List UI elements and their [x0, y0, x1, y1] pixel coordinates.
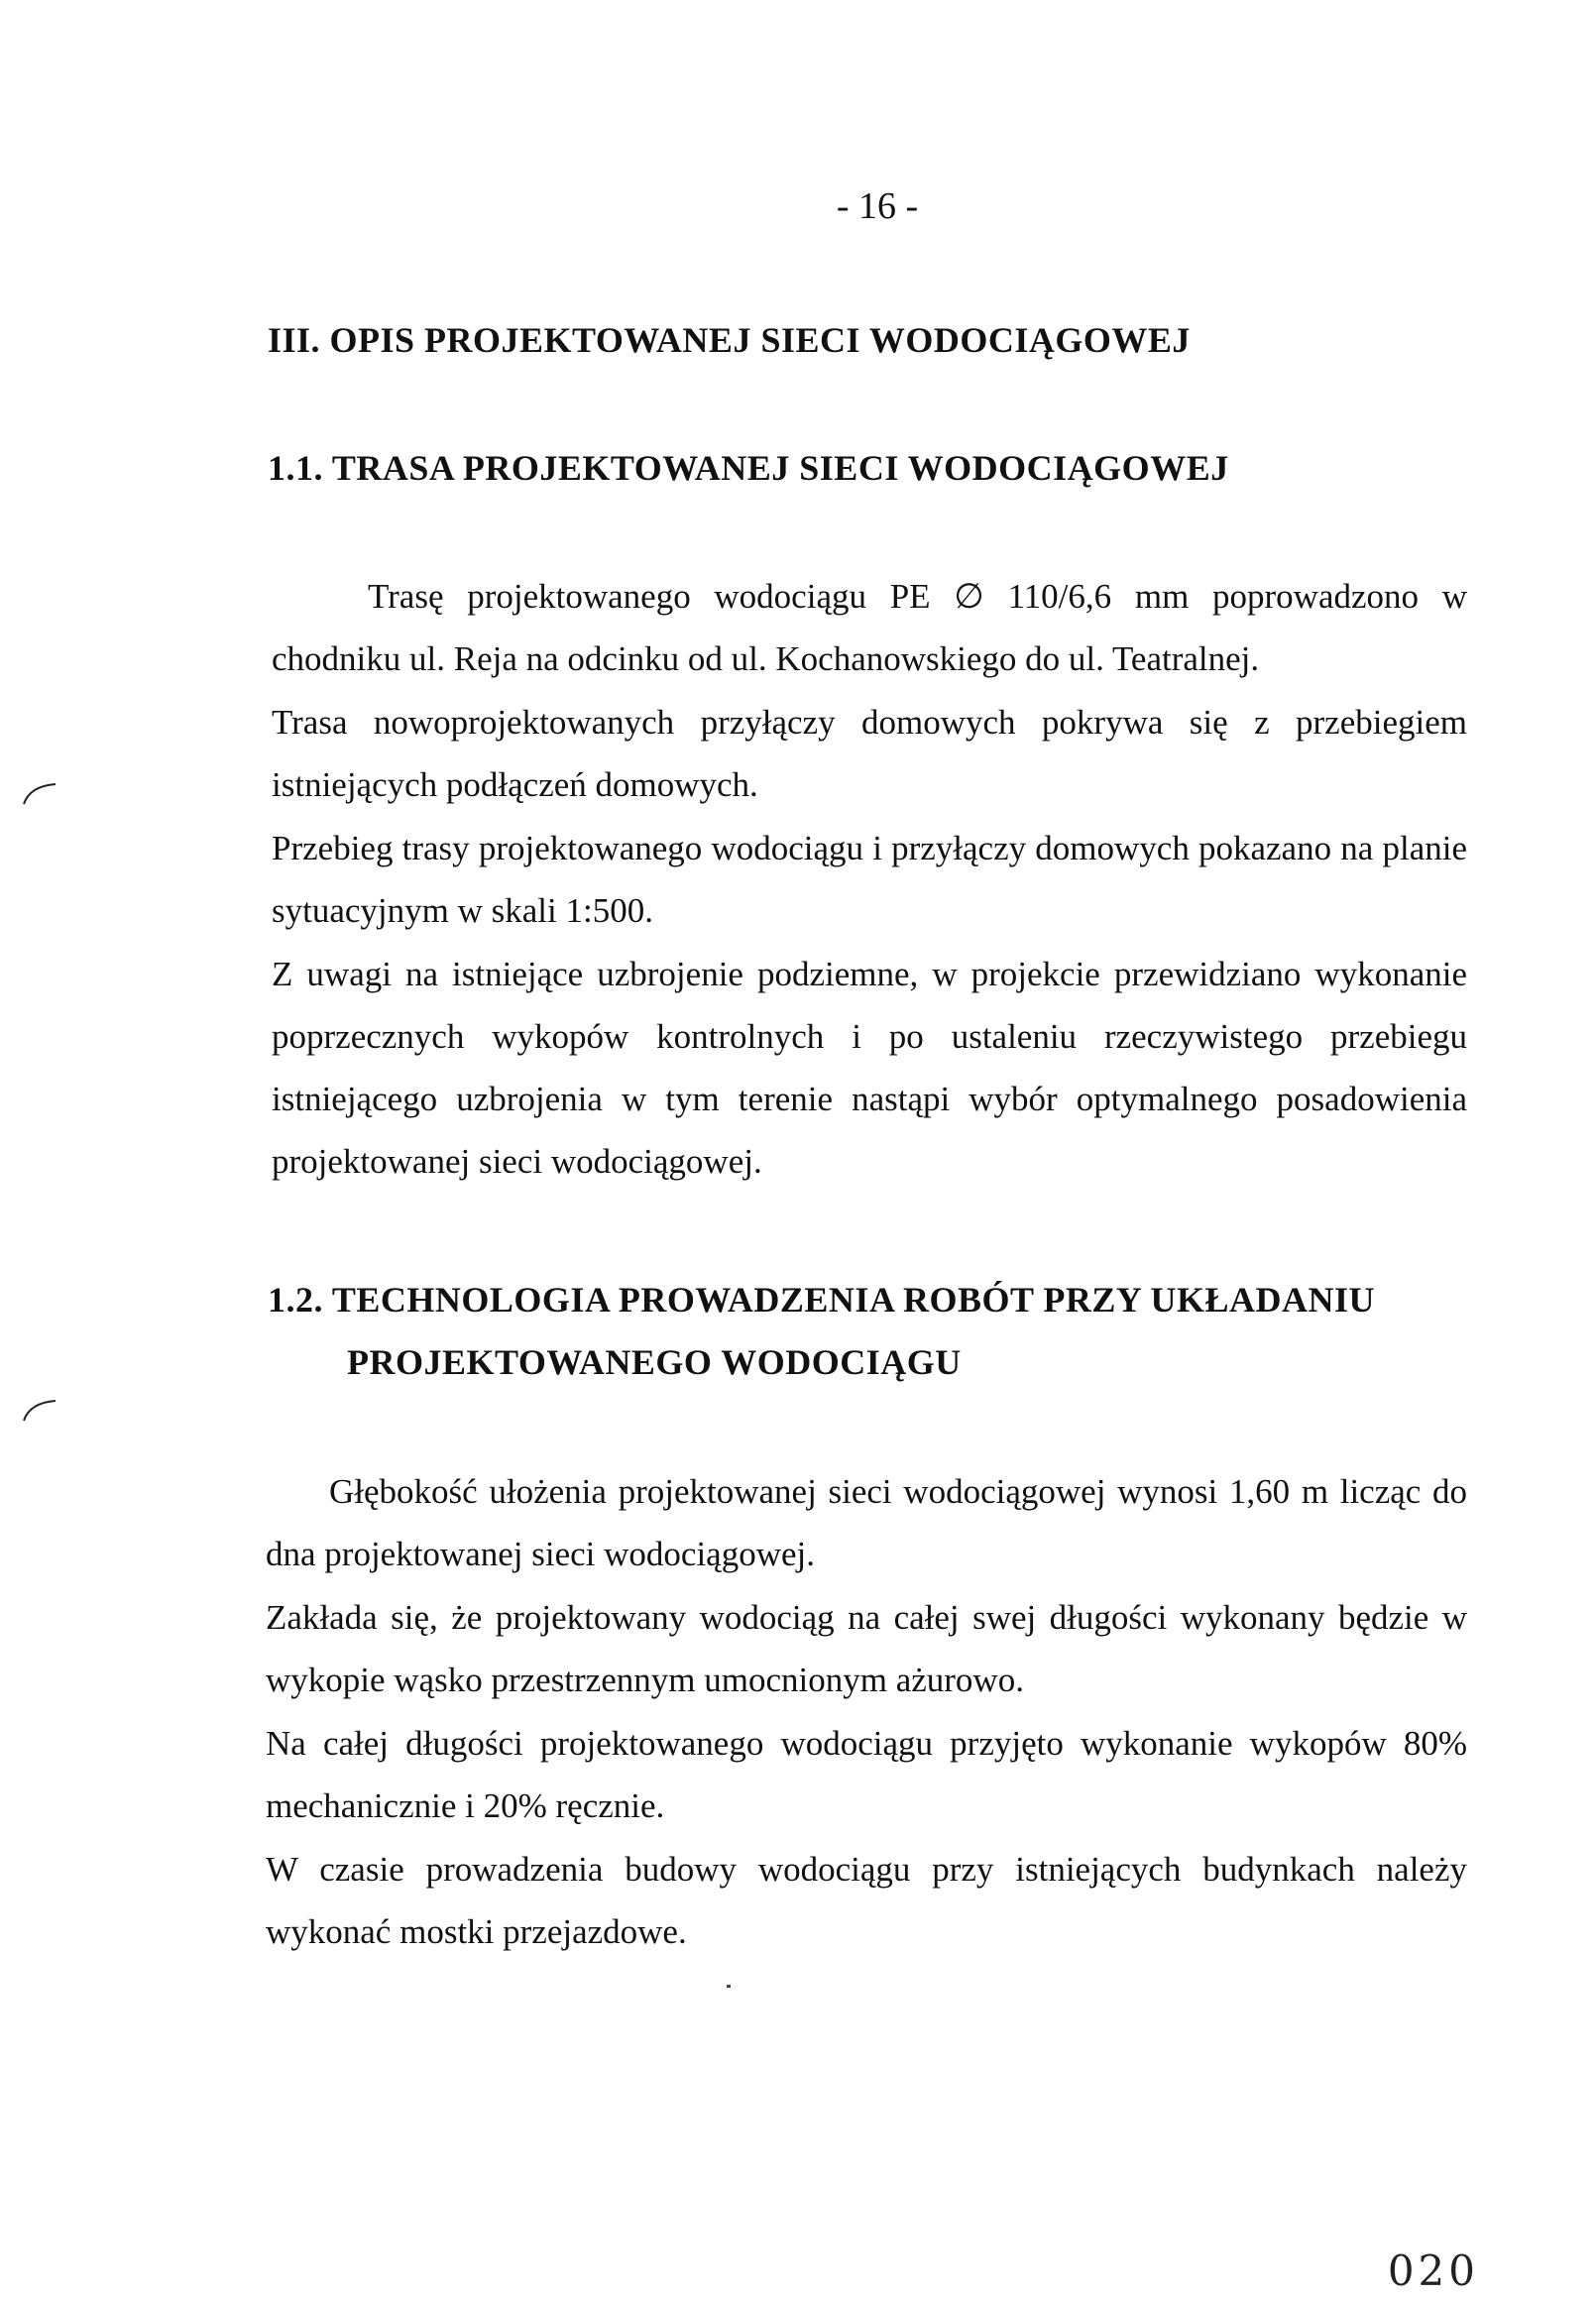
paragraph-text: Trasę projektowanego wodociągu PE ∅ 110/6,6 mm poprowadzono w chodniku ul. Reja na odcinku od ul. Kochanowskiego do ul. Teatralnej.	[272, 577, 1467, 678]
section-heading-1-2-continued: PROJEKTOWANEGO WODOCIĄGU	[347, 1342, 962, 1382]
paragraph-text: Na całej długości projektowanego wodociągu przyjęto wykonanie wykopów 80% mechanicznie i 20% ręcznie.	[266, 1724, 1467, 1825]
paragraph-text: W czasie prowadzenia budowy wodociągu przy istniejących budynkach należy wykonać mostki przejazdowe.	[266, 1850, 1467, 1951]
paragraph-text: Trasa nowoprojektowanych przyłączy domowych pokrywa się z przebiegiem istniejących podłączeń domowych.	[272, 703, 1467, 804]
paragraph-excavation	[266, 1712, 1467, 1837]
page-stamp-number: 020	[1387, 2246, 1479, 2295]
paragraph-route	[272, 565, 1467, 690]
page-number: - 16 -	[836, 185, 919, 227]
paragraph-plan	[272, 817, 1467, 942]
paragraph-text: Przebieg trasy projektowanego wodociągu i przyłączy domowych pokazano na planie sytuacyjnym w skali 1:500.	[272, 829, 1467, 930]
paragraph-connections	[272, 691, 1467, 816]
margin-mark	[20, 778, 59, 808]
section-heading-1-2: 1.2. TECHNOLOGIA PROWADZENIA ROBÓT PRZY UKŁADANIU	[268, 1280, 1375, 1320]
paragraph-text: Z uwagi na istniejące uzbrojenie podziemne, w projekcie przewidziano wykonanie poprzecznych wykopów kontrolnych i po ustaleniu rzeczywistego przebiegu istniejącego uzbrojenia w tym terenie nastąpi wybór optymalnego posadowienia projektowanej sieci wodociągowej.	[272, 955, 1467, 1181]
paragraph-text: Głębokość ułożenia projektowanej sieci wodociągowej wynosi 1,60 m licząc do dna projektowanej sieci wodociągowej.	[266, 1472, 1467, 1573]
paragraph-text: Zakłada się, że projektowany wodociąg na całej swej długości wykonany będzie w wykopie wąsko przestrzennym umocnionym ażurowo.	[266, 1598, 1467, 1699]
margin-mark	[20, 1393, 59, 1423]
paragraph-trench	[266, 1586, 1467, 1711]
scan-speck	[727, 1985, 731, 1988]
section-heading-1-1: 1.1. TRASA PROJEKTOWANEJ SIECI WODOCIĄGOWEJ	[268, 448, 1229, 488]
paragraph-bridges	[266, 1838, 1467, 1963]
chapter-heading: III. OPIS PROJEKTOWANEJ SIECI WODOCIĄGOWEJ	[268, 320, 1191, 360]
paragraph-depth	[266, 1460, 1467, 1585]
paragraph-underground	[272, 943, 1467, 1193]
